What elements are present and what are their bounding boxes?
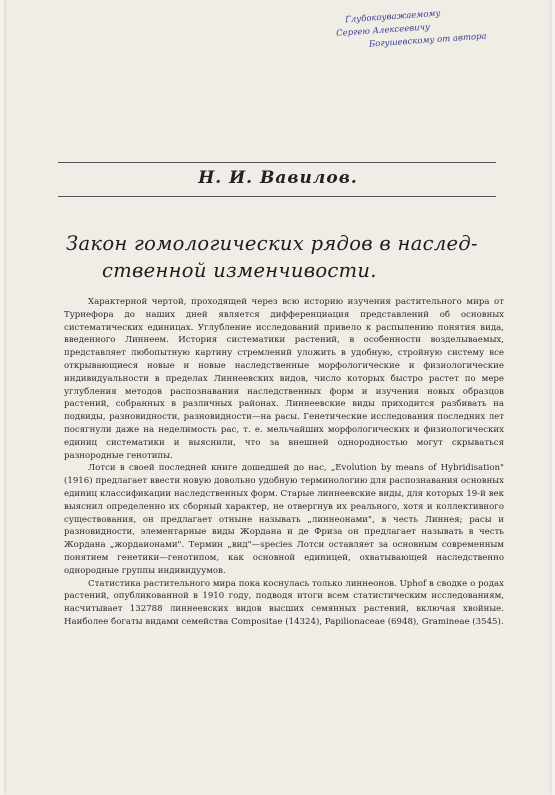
author-name: Н. И. Вавилов. [198, 168, 358, 188]
title-line: ственной изменчивости. [102, 259, 377, 282]
paragraph: Характерной чертой, проходящей через всю историю изучения растительного мира от Турнефора до наших дней является дифференциация представлений об основных систематических единицах. Углубление исследований привело к распылению понятия вида, введенного Линнеем. История систематики растений, в особенности возделываемых, представляет любопытную картину стремлений уложить в удобную, стройную систему все открывающиеся новые и новые наследственные морфологические и физиологические индивидуальности в пределах Линнеевских видов, число которых быстро растет по мере углубления методов распознавания наследственных форм и изучения новых образцов растений, собранных в различных районах. Линнеевские виды приходится разбивать на подвиды, разновидности, разновидности—на расы. Генетические исследования последних лет посягнули даже на неделимость рас, т. е. мельчайших морфологических и физиологических единиц систематики и выяснили, что за внешней однородностью могут скрываться разнородные генотипы. [64, 297, 504, 461]
top-rule [58, 162, 496, 163]
inscription-line: Сергею Алексеевичу [335, 22, 431, 39]
handwritten-inscription [335, 1, 537, 54]
article-title [66, 230, 496, 284]
inscription-line: Глубокоуважаемому [344, 8, 441, 26]
document-page [6, 0, 550, 795]
article-body [64, 296, 504, 629]
inscription-line: Богушевскому от автора [368, 31, 487, 50]
paragraph: Лотси в своей последней книге дошедшей до нас, „Evolution by means of Hybridisation" (1916) предлагает ввести новую довольно удобную терминологию для распознавания основных единиц классификации наследственных форм. Старые линнеевские виды, для которых 19-й век выяснил определенно их сборный характер, не отвергнув их реального, хотя и коллективного существования, он предлагает отныне называть „линнеонами", в честь Линнея; расы и разновидности, элементарные виды Жордана и де Фриза он предлагает называть в честь Жордана „жордаионами". Термин „вид"—species Лотси оставляет за основным современным понятием генетики—генотипом, как основной единицей, охватывающей наследственно однородные группы индивидуумов. [64, 463, 504, 576]
title-line: Закон гомологических рядов в наслед- [66, 232, 478, 255]
paragraph: Статистика растительного мира пока коснулась только линнеонов. Uphof в сводке о родах растений, опубликованной в 1910 году, подводя итоги всем статистическим исследованиям, насчитывает 132788 линнеевских видов высших семянных растений, включая хвойные. Наиболее богаты видами семейства Compositae (14324), Papilionaceae (6948), Gramineae (3545). [64, 578, 504, 627]
bottom-rule [58, 196, 496, 197]
